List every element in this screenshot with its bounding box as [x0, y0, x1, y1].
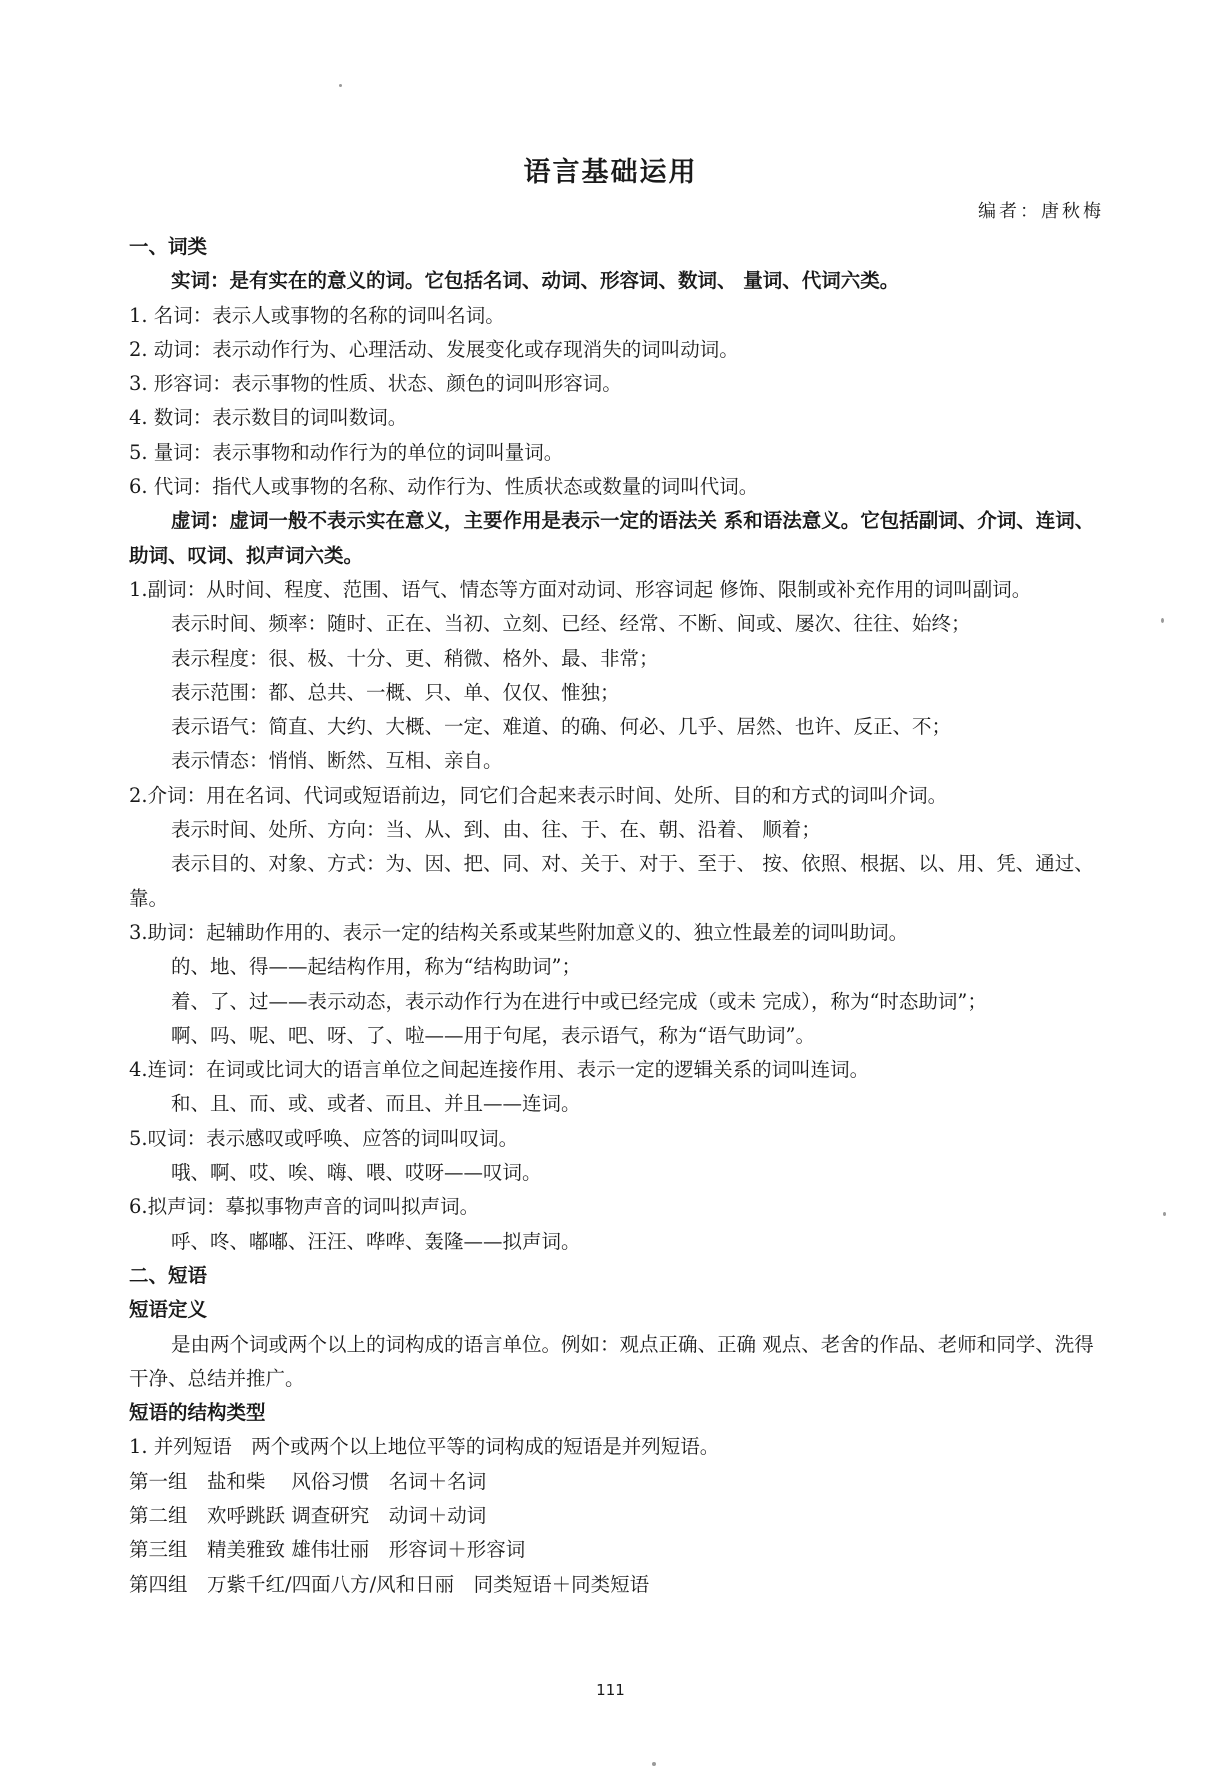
text-line: 3. 形容词：表示事物的性质、状态、颜色的词叫形容词。 — [129, 372, 622, 396]
scan-speck — [652, 1762, 656, 1766]
text-line: 第三组 精美雅致 雄伟壮丽 形容词＋形容词 — [129, 1538, 526, 1562]
scan-speck — [339, 84, 342, 87]
text-line: 2. 动词：表示动作行为、心理活动、发展变化或存现消失的词叫动词。 — [129, 337, 739, 361]
text-line: 二、短语 — [129, 1263, 208, 1287]
text-line: 啊、吗、呢、吧、呀、了、啦——用于句尾，表示语气，称为“语气助词”。 — [171, 1023, 815, 1047]
text-line: 的、地、得——起结构作用，称为“结构助词”； — [171, 955, 581, 979]
text-line: 4. 数词：表示数目的词叫数词。 — [129, 406, 408, 430]
text-line: 第四组 万紫千红/四面八方/风和日丽 同类短语＋同类短语 — [129, 1572, 650, 1596]
text-line: 一、词类 — [129, 235, 208, 258]
text-line: 5. 量词：表示事物和动作行为的单位的词叫量词。 — [129, 440, 564, 464]
text-line: 1. 并列短语 两个或两个以上地位平等的词构成的短语是并列短语。 — [129, 1435, 720, 1459]
text-line: 虚词：虚词一般不表示实在意义，主要作用是表示一定的语法关 系和语法意义。它包括副词、介词、连词、助词、叹词、拟声词六类。 — [129, 509, 1095, 567]
author-line: 编者：唐秋梅 — [978, 201, 1104, 222]
text-line: 着、了、过——表示动态，表示动作行为在进行中或已经完成（或未 完成），称为“时态助词”； — [171, 989, 987, 1013]
document-title: 语言基础运用 — [523, 157, 698, 188]
text-line: 4.连词：在词或比词大的语言单位之间起连接作用、表示一定的逻辑关系的词叫连词。 — [129, 1058, 870, 1082]
text-line: 2.介词：用在名词、代词或短语前边，同它们合起来表示时间、处所、目的和方式的词叫介词。 — [129, 783, 948, 807]
text-line: 呼、咚、嘟嘟、汪汪、哗哗、轰隆——拟声词。 — [171, 1229, 581, 1253]
text-line: 5.叹词：表示感叹或呼唤、应答的词叫叹词。 — [129, 1126, 519, 1150]
document-body — [129, 230, 1109, 1602]
text-line: 表示程度：很、极、十分、更、稍微、格外、最、非常； — [171, 646, 659, 670]
text-line: 第二组 欢呼跳跃 调查研究 动词＋动词 — [129, 1503, 487, 1527]
text-line: 表示范围：都、总共、一概、只、单、仅仅、惟独； — [171, 680, 620, 704]
text-line: 表示情态：悄悄、断然、互相、亲自。 — [171, 749, 503, 773]
text-line: 实词：是有实在的意义的词。它包括名词、动词、形容词、数词、 量词、代词六类。 — [171, 269, 900, 293]
text-line: 表示目的、对象、方式：为、因、把、同、对、关于、对于、至于、 按、依照、根据、以、用、凭、通过、靠。 — [129, 852, 1094, 910]
text-line: 是由两个词或两个以上的词构成的语言单位。例如：观点正确、正确 观点、老舍的作品、老师和同学、洗得干净、总结并推广。 — [129, 1332, 1094, 1390]
text-line: 短语定义 — [129, 1298, 208, 1322]
text-line: 表示时间、处所、方向：当、从、到、由、往、于、在、朝、沿着、 顺着； — [171, 818, 821, 842]
text-line: 和、且、而、或、或者、而且、并且——连词。 — [171, 1092, 581, 1116]
text-line: 表示语气：简直、大约、大概、一定、难道、的确、何必、几乎、居然、也许、反正、不； — [171, 715, 952, 739]
text-line: 6.拟声词：摹拟事物声音的词叫拟声词。 — [129, 1195, 480, 1219]
text-line: 1.副词：从时间、程度、范围、语气、情态等方面对动词、形容词起 修饰、限制或补充作用的词叫副词。 — [129, 577, 1032, 601]
text-line: 3.助词：起辅助作用的、表示一定的结构关系或某些附加意义的、独立性最差的词叫助词。 — [129, 920, 909, 944]
page-number: 111 — [596, 1681, 625, 1699]
text-line: 哦、啊、哎、唉、嗨、喂、哎呀——叹词。 — [171, 1161, 542, 1185]
text-line: 表示时间、频率：随时、正在、当初、立刻、已经、经常、不断、间或、屡次、往往、始终； — [171, 612, 971, 636]
scan-speck — [1161, 618, 1164, 623]
scan-speck — [1163, 1212, 1166, 1216]
text-line: 短语的结构类型 — [129, 1401, 266, 1425]
text-line: 1. 名词：表示人或事物的名称的词叫名词。 — [129, 303, 505, 327]
text-line: 第一组 盐和柴 风俗习惯 名词＋名词 — [129, 1469, 487, 1493]
text-line: 6. 代词：指代人或事物的名称、动作行为、性质状态或数量的词叫代词。 — [129, 475, 759, 499]
